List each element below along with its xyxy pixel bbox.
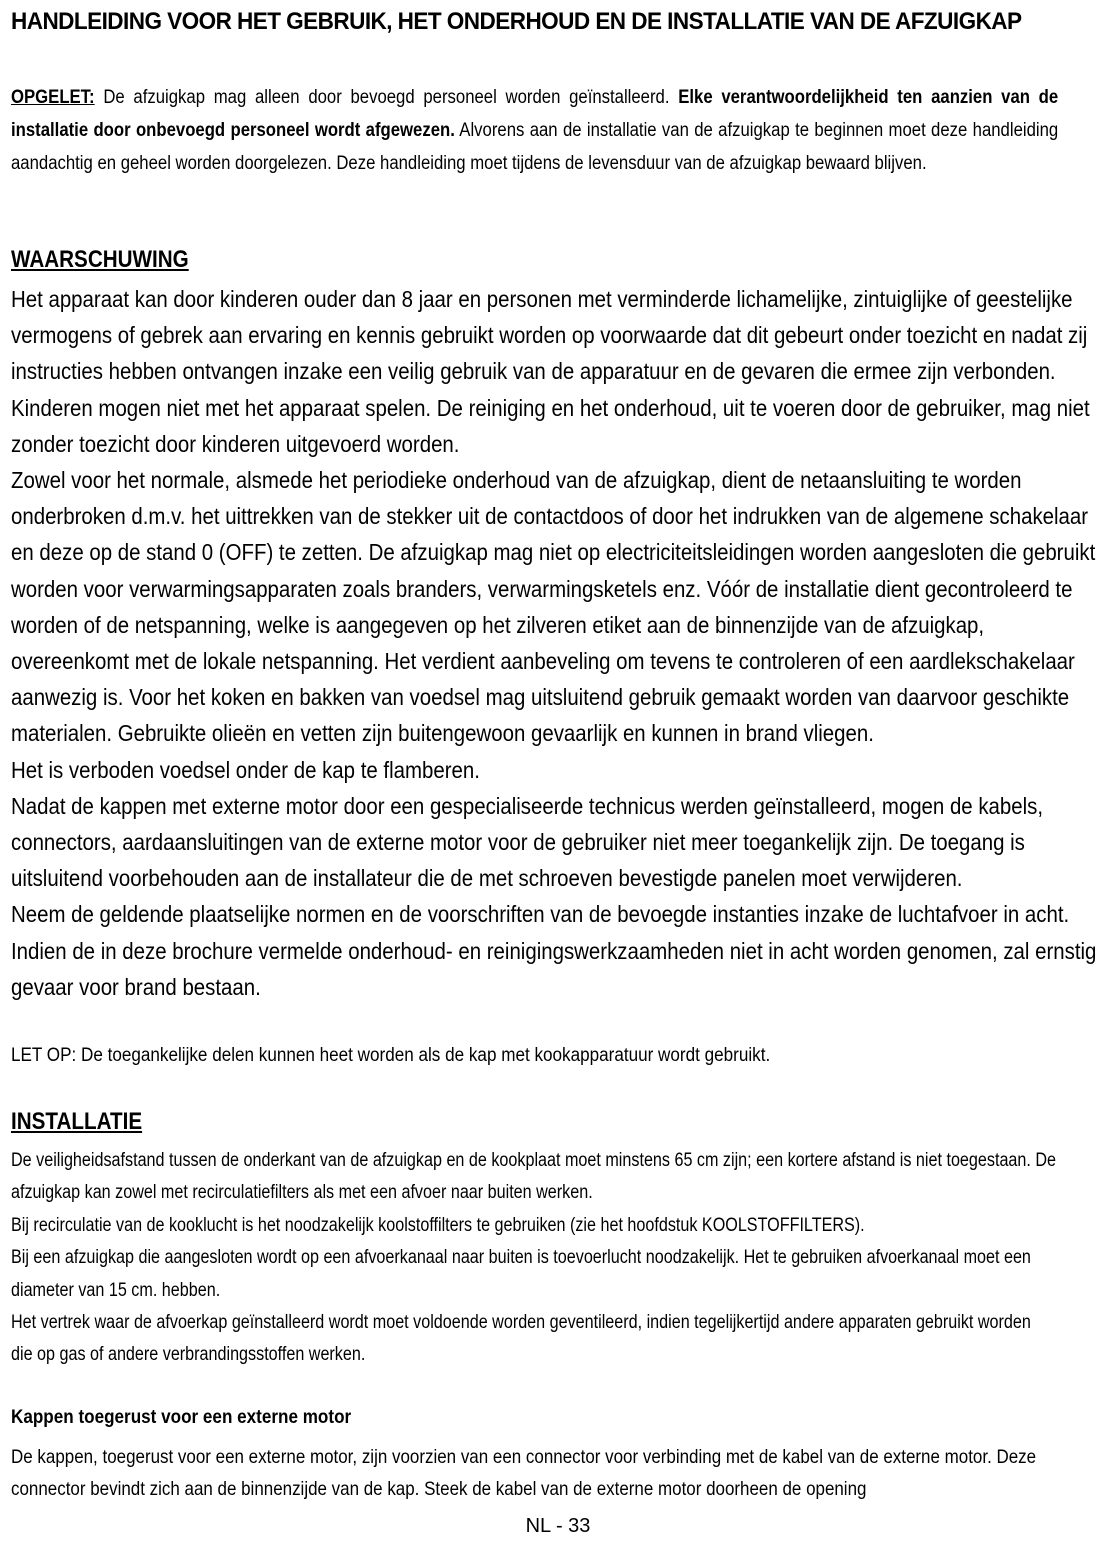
intro-text-2: Alvorens aan de installatie van de afzuigkap te beginnen moet deze handleiding aandachtig en geheel worden doorgelezen. Deze handleiding moet tijdens de levensduur van de afzuigkap bewaard blijven. [11, 120, 1059, 174]
warning-paragraph: Het apparaat kan door kinderen ouder dan 8 jaar en personen met verminderde lichamelijke, zintuiglijke of geestelijke vermogens of gebrek aan ervaring en kennis gebruikt worden op voorwaarde dat dit gebeurt onder toezicht en nadat zij instructies hebben ontvangen inzake een veilig gebruik van de apparatuur en de gevaren die ermee zijn verbonden. Kinderen mogen niet met het apparaat spelen. De reiniging en het onderhoud, uit te voeren door de gebruiker, mag niet zonder toezicht door kinderen uitgevoerd worden. [11, 286, 1090, 457]
installation-paragraph: Bij recirculatie van de kooklucht is het noodzakelijk koolstoffilters te gebruiken (zie het hoofdstuk KOOLSTOFFILTERS). [11, 1214, 865, 1236]
intro-paragraph [11, 81, 1058, 180]
warning-paragraph: Neem de geldende plaatselijke normen en de voorschriften van de bevoegde instanties inzake de luchtafvoer in acht. Indien de in deze brochure vermelde onderhoud- en reinigingswerkzaamheden niet in acht worden genomen, zal ernstig gevaar voor brand bestaan. [11, 901, 1097, 1000]
installation-heading: INSTALLATIE [11, 1108, 143, 1135]
warning-paragraph: Zowel voor het normale, alsmede het periodieke onderhoud van de afzuigkap, dient de netaansluiting te worden onderbroken d.m.v. het uittrekken van de stekker uit de contactdoos of door het indrukken van de algemene schakelaar en deze op de stand 0 (OFF) te zetten. De afzuigkap mag niet op electriciteitsleidingen worden aangesloten die gebruikt worden voor verwarmingsapparaten zoals branders, verwarmingsketels enz. Vóór de installatie dient gecontroleerd te worden of de netspanning, welke is aangegeven op het zilveren etiket aan de binnenzijde van de afzuigkap, overeenkomt met de lokale netspanning. Het verdient aanbeveling om tevens te controleren of een aardlekschakelaar aanwezig is. Voor het koken en bakken van voedsel mag uitsluitend gebruik gemaakt worden van daarvoor geschikte materialen. Gebruikte olieën en vetten zijn buitengewoon gevaarlijk en kunnen in brand vliegen. [11, 467, 1096, 747]
installation-paragraph: Het vertrek waar de afvoerkap geïnstalleerd wordt moet voldoende worden geventileerd, indien tegelijkertijd andere apparaten gebruikt worden die op gas of andere verbrandingsstoffen werken. [11, 1312, 1031, 1366]
installation-paragraph: De veiligheidsafstand tussen de onderkant van de afzuigkap en de kookplaat moet minstens 65 cm zijn; een kortere afstand is niet toegestaan. De afzuigkap kan zowel met recirculatiefilters als met een afvoer naar buiten werken. [11, 1150, 1057, 1204]
warning-paragraph: Nadat de kappen met externe motor door een gespecialiseerde technicus werden geïnstalleerd, mogen de kabels, connectors, aardaansluitingen van de externe motor voor de gebruiker niet meer toegankelijk zijn. De toegang is uitsluitend voorbehouden aan de installateur die de met schroeven bevestigde panelen moet verwijderen. [11, 792, 1044, 892]
external-motor-body [11, 1441, 1055, 1505]
installation-body [11, 1145, 1057, 1372]
warning-heading: WAARSCHUWING [11, 246, 189, 273]
warning-body [11, 281, 1108, 1005]
installation-paragraph: Bij een afzuigkap die aangesloten wordt op een afvoerkanaal naar buiten is toevoerlucht noodzakelijk. Het te gebruiken afvoerkanaal moet een diameter van 15 cm. hebben. [11, 1247, 1031, 1301]
external-motor-heading: Kappen toegerust voor een externe motor [11, 1407, 352, 1428]
page-title: HANDLEIDING VOOR HET GEBRUIK, HET ONDERHOUD EN DE INSTALLATIE VAN DE AFZUIGKAP [11, 8, 1022, 35]
caution-label: OPGELET: [11, 87, 95, 108]
page-number: NL - 33 [525, 1515, 591, 1537]
external-motor-paragraph: De kappen, toegerust voor een externe motor, zijn voorzien van een connector voor verbinding met de kabel van de externe motor. Deze connector bevindt zich aan de binnenzijde van de kap. Steek de kabel van de externe motor doorheen de opening [11, 1446, 1037, 1500]
warning-paragraph: Het is verboden voedsel onder de kap te flamberen. [11, 756, 480, 783]
warning-note: LET OP: De toegankelijke delen kunnen heet worden als de kap met kookapparatuur wordt gebruikt. [11, 1045, 771, 1066]
intro-text-1: De afzuigkap mag alleen door bevoegd personeel worden geïnstalleerd. [94, 87, 679, 108]
intro-bold-text: Elke verantwoordelijkheid ten aanzien van de installatie door onbevoegd personeel wordt afgewezen. [11, 87, 1059, 141]
